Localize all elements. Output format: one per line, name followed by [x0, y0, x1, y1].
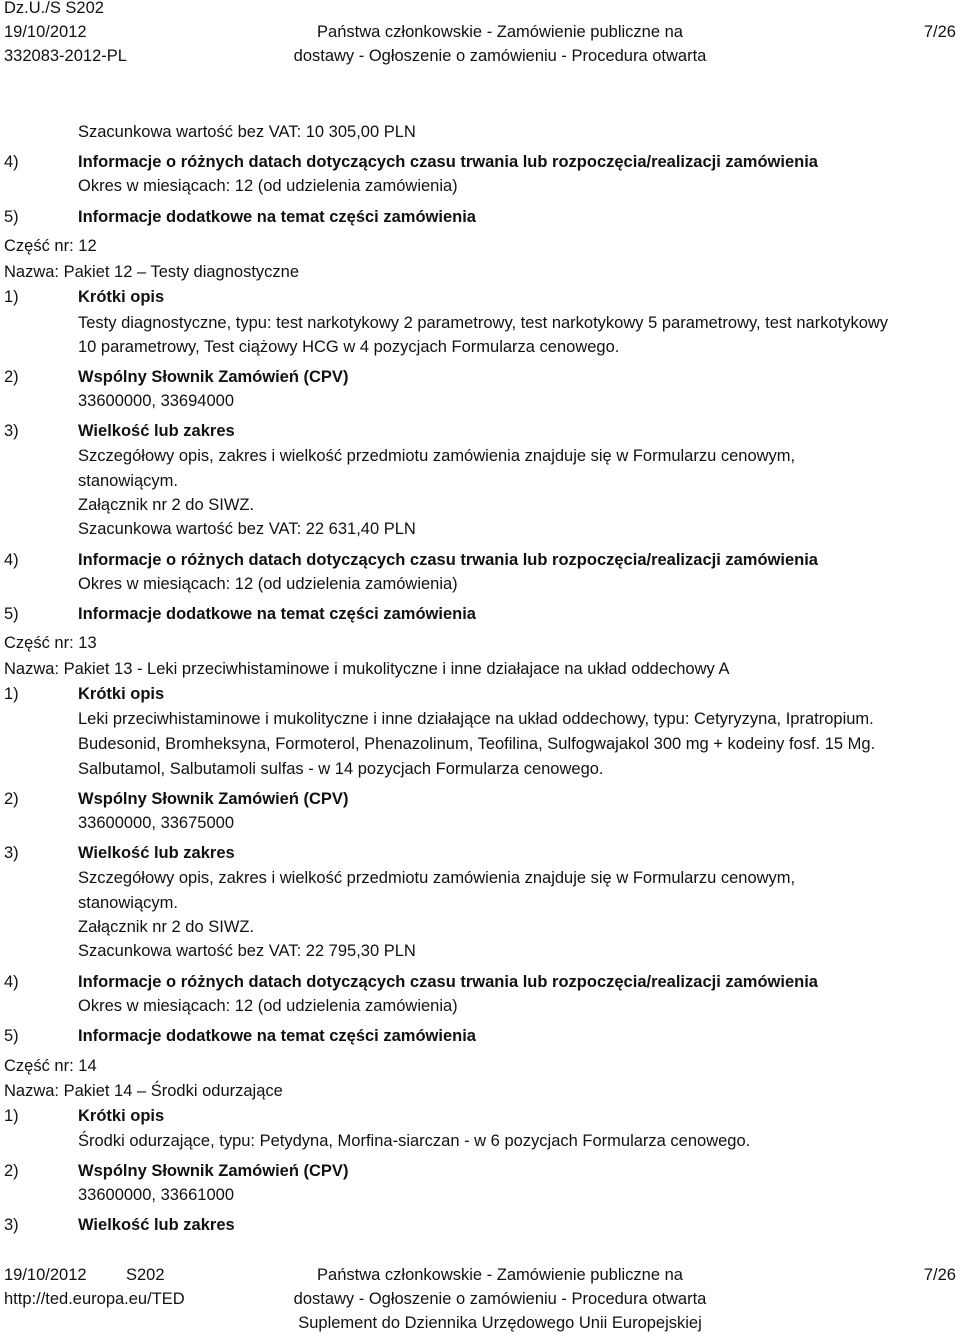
- part12-cpv-codes: 33600000, 33694000: [78, 392, 234, 410]
- part13-additional-num: 5): [4, 1027, 19, 1045]
- part12-desc-line2: 10 parametrowy, Test ciążowy HCG w 4 pozycjach Formularza cenowego.: [78, 338, 620, 356]
- footer-edition: S202: [126, 1266, 165, 1284]
- part13-scope-line2: stanowiącym.: [78, 894, 178, 912]
- part13-scope-num: 3): [4, 844, 19, 862]
- part14-cpv-codes: 33600000, 33661000: [78, 1186, 234, 1204]
- part12-short-desc-heading: Krótki opis: [78, 288, 165, 306]
- header-title-line2: dostawy - Ogłoszenie o zamówieniu - Procedura otwarta: [293, 47, 707, 65]
- part12-estimated-value: Szacunkowa wartość bez VAT: 22 631,40 PLN: [78, 520, 416, 538]
- part13-cpv-num: 2): [4, 790, 19, 808]
- part14-short-desc-num: 1): [4, 1107, 19, 1125]
- cont-dates-heading: Informacje o różnych datach dotyczących czasu trwania lub rozpoczęcia/realizacji zamówienia: [78, 153, 818, 171]
- part13-name: Nazwa: Pakiet 13 - Leki przeciwhistaminowe i mukolityczne i inne działajace na układ oddechowy A: [4, 660, 730, 678]
- part12-cpv-num: 2): [4, 368, 19, 386]
- header-page-number: 7/26: [923, 23, 956, 41]
- part13-desc-line1: Leki przeciwhistaminowe i mukolityczne i inne działające na układ oddechowy, typu: Cetyryzyna, Ipratropium.: [78, 710, 874, 728]
- part12-scope-line3: Załącznik nr 2 do SIWZ.: [78, 496, 255, 514]
- footer-date: 19/10/2012: [4, 1266, 87, 1284]
- part12-short-desc-num: 1): [4, 288, 19, 306]
- part13-dates-heading: Informacje o różnych datach dotyczących czasu trwania lub rozpoczęcia/realizacji zamówienia: [78, 973, 818, 991]
- footer-title-line2: dostawy - Ogłoszenie o zamówieniu - Procedura otwarta: [293, 1290, 707, 1308]
- part13-cpv-codes: 33600000, 33675000: [78, 814, 234, 832]
- part12-additional-num: 5): [4, 605, 19, 623]
- part14-desc-line1: Środki odurzające, typu: Petydyna, Morfina-siarczan - w 6 pozycjach Formularza cenowego.: [78, 1132, 751, 1150]
- part13-duration: Okres w miesiącach: 12 (od udzielenia zamówienia): [78, 997, 458, 1015]
- footer-url[interactable]: http://ted.europa.eu/TED: [4, 1290, 185, 1308]
- part14-name: Nazwa: Pakiet 14 – Środki odurzające: [4, 1082, 283, 1100]
- part13-scope-line1: Szczegółowy opis, zakres i wielkość przedmiotu zamówienia znajduje się w Formularzu cenowym,: [78, 869, 796, 887]
- cont-dates-num: 4): [4, 153, 19, 171]
- part12-scope-heading: Wielkość lub zakres: [78, 422, 235, 440]
- part13-short-desc-heading: Krótki opis: [78, 685, 165, 703]
- part13-scope-line3: Załącznik nr 2 do SIWZ.: [78, 918, 255, 936]
- part14-scope-num: 3): [4, 1216, 19, 1234]
- part14-scope-heading: Wielkość lub zakres: [78, 1216, 235, 1234]
- part12-desc-line1: Testy diagnostyczne, typu: test narkotykowy 2 parametrowy, test narkotykowy 5 parametrowy, test narkotykowy: [78, 314, 889, 332]
- part13-additional-heading: Informacje dodatkowe na temat części zamówienia: [78, 1027, 476, 1045]
- part13-cpv-heading: Wspólny Słownik Zamówień (CPV): [78, 790, 349, 808]
- part12-dates-num: 4): [4, 551, 19, 569]
- footer-title-line3: Suplement do Dziennika Urzędowego Unii Europejskiej: [298, 1314, 702, 1332]
- cont-additional-num: 5): [4, 208, 19, 226]
- cont-additional-heading: Informacje dodatkowe na temat części zamówienia: [78, 208, 476, 226]
- part12-additional-heading: Informacje dodatkowe na temat części zamówienia: [78, 605, 476, 623]
- part13-estimated-value: Szacunkowa wartość bez VAT: 22 795,30 PLN: [78, 942, 416, 960]
- part14-short-desc-heading: Krótki opis: [78, 1107, 165, 1125]
- part12-scope-num: 3): [4, 422, 19, 440]
- part14-cpv-num: 2): [4, 1162, 19, 1180]
- part13-short-desc-num: 1): [4, 685, 19, 703]
- header-journal: Dz.U./S S202: [4, 0, 104, 17]
- part13-desc-line2: Budesonid, Bromheksyna, Formoterol, Phenazolinum, Teofilina, Sulfogwajakol 300 mg + kodeiny fosf. 15 Mg.: [78, 735, 876, 753]
- part12-name: Nazwa: Pakiet 12 – Testy diagnostyczne: [4, 263, 300, 281]
- part12-number: Część nr: 12: [4, 237, 97, 255]
- part14-cpv-heading: Wspólny Słownik Zamówień (CPV): [78, 1162, 349, 1180]
- part13-scope-heading: Wielkość lub zakres: [78, 844, 235, 862]
- header-date: 19/10/2012: [4, 23, 87, 41]
- footer-page-number: 7/26: [923, 1266, 956, 1284]
- part13-desc-line3: Salbutamol, Salbutamoli sulfas - w 14 pozycjach Formularza cenowego.: [78, 760, 604, 778]
- part12-cpv-heading: Wspólny Słownik Zamówień (CPV): [78, 368, 349, 386]
- part13-number: Część nr: 13: [4, 634, 97, 652]
- cont-duration: Okres w miesiącach: 12 (od udzielenia zamówienia): [78, 177, 458, 195]
- footer-title-line1: Państwa członkowskie - Zamówienie publiczne na: [317, 1266, 683, 1284]
- cont-estimated-value: Szacunkowa wartość bez VAT: 10 305,00 PLN: [78, 123, 416, 141]
- header-notice-id: 332083-2012-PL: [4, 47, 127, 65]
- part12-scope-line1: Szczegółowy opis, zakres i wielkość przedmiotu zamówienia znajduje się w Formularzu cenowym,: [78, 447, 796, 465]
- header-title-line1: Państwa członkowskie - Zamówienie publiczne na: [317, 23, 683, 41]
- part12-duration: Okres w miesiącach: 12 (od udzielenia zamówienia): [78, 575, 458, 593]
- part13-dates-num: 4): [4, 973, 19, 991]
- part12-dates-heading: Informacje o różnych datach dotyczących czasu trwania lub rozpoczęcia/realizacji zamówienia: [78, 551, 818, 569]
- part12-scope-line2: stanowiącym.: [78, 472, 178, 490]
- part14-number: Część nr: 14: [4, 1057, 97, 1075]
